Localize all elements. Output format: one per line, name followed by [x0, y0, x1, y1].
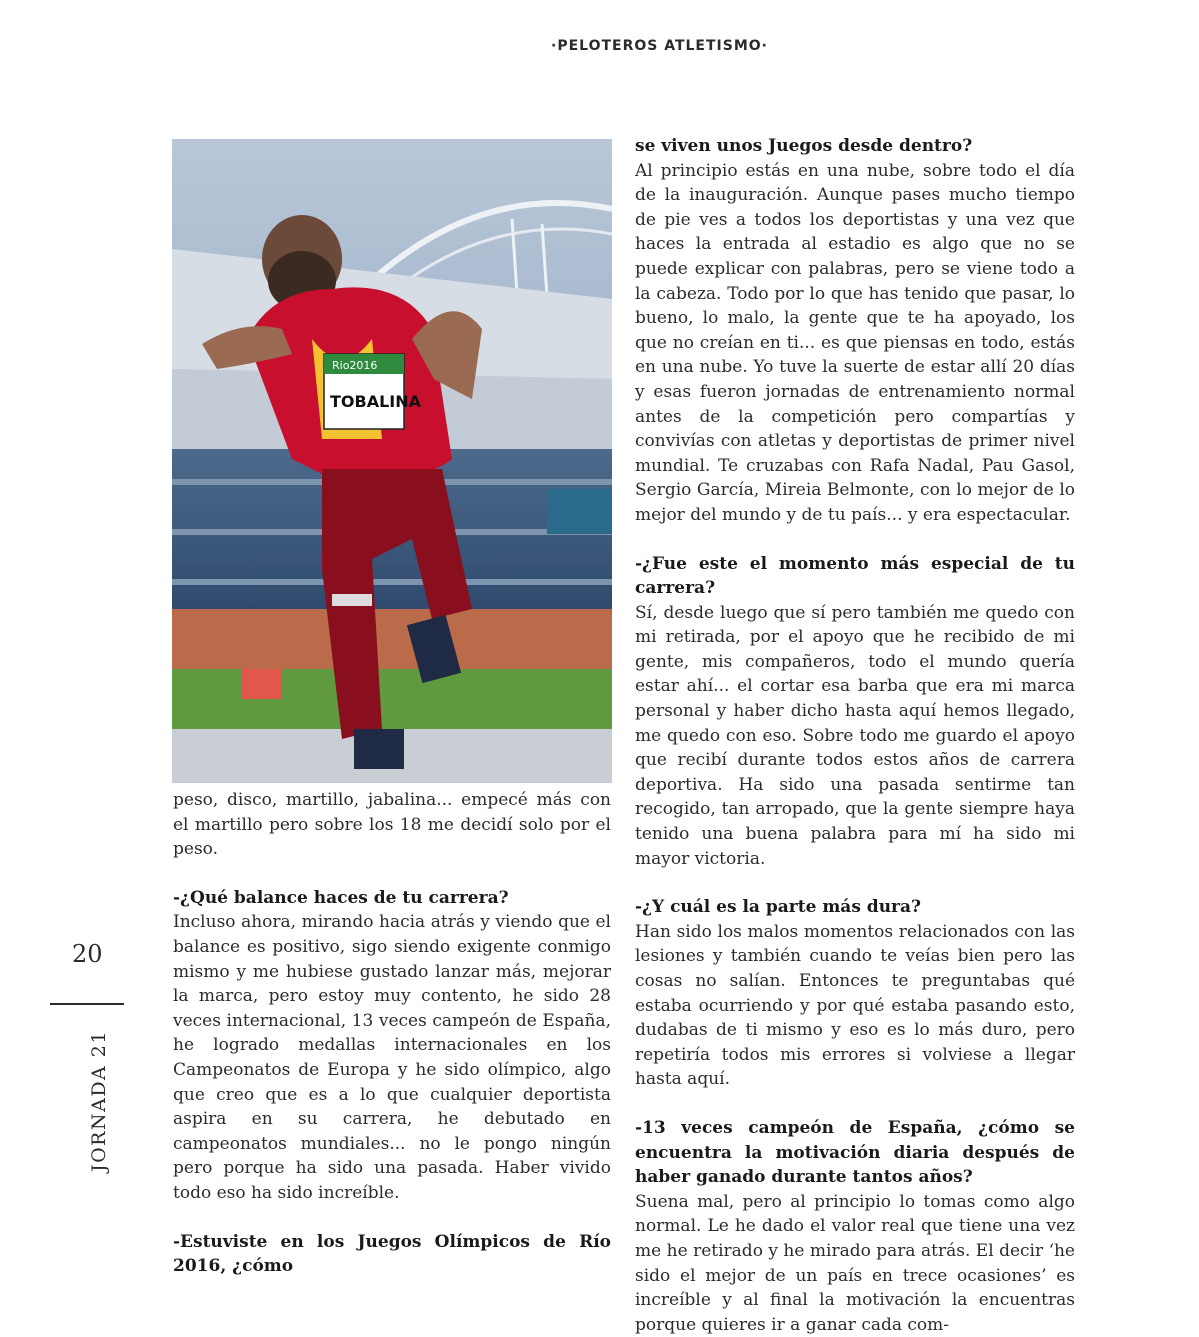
paragraph: Al principio estás en una nube, sobre todo el día de la inauguración. Aunque pases mucho tiempo de pie ves a todos los deportistas y una vez que haces la entrada al estadio es algo que no se puede explicar con palabras, pero se viene todo a la cabeza. Todo por lo que has tenido que pasar, lo bueno, lo malo, la gente que te ha apoyado, los que no creían en ti... es que piensas en todo, estás en una nube. Yo tuve la suerte de estar allí 20 días y esas fueron jornadas de entrenamiento normal antes de la competición pero compartías y convivías con atletas y deportistas de primer nivel mundial. Te cruzabas con Rafa Nadal, Pau Gasol, Sergio García, Mireia Belmonte, con lo mejor de lo mejor del mundo y de tu país... y era espectacular.: [635, 160, 1075, 525]
paragraph: Han sido los malos momentos relacionados con las lesiones y también cuando te veías bien pero las cosas no salían. Entonces te preguntabas qué estaba ocurriendo y por qué estaba pasando esto, dudabas de ti mismo y eso es lo más duro, pero repetiría todos mis errores si volviese a llegar hasta aquí.: [635, 921, 1075, 1090]
athlete-photo: [172, 139, 612, 783]
interview-question: se viven unos Juegos desde dentro?: [635, 136, 973, 156]
left-column: [173, 788, 611, 1279]
section-header: ·PELOTEROS ATLETISMO·: [551, 38, 768, 54]
paragraph: Suena mal, pero al principio lo tomas como algo normal. Le he dado el valor real que tiene una vez me he retirado y he mirado para atrás. El decir ‘he sido el mejor de un país en trece ocasiones’ es increíble y al final la motivación la encuentras porque quieres ir a ganar cada com-: [635, 1191, 1075, 1335]
issue-label: JORNADA 21: [88, 1030, 110, 1173]
right-column: [635, 134, 1075, 1337]
interview-question: -Estuviste en los Juegos Olímpicos de Río 2016, ¿cómo: [173, 1231, 611, 1277]
page-number: 20: [72, 940, 103, 968]
interview-question: -¿Fue este el momento más especial de tu carrera?: [635, 553, 1075, 599]
interview-question: -¿Y cuál es la parte más dura?: [635, 897, 921, 918]
divider: [50, 1003, 124, 1005]
paragraph: Sí, desde luego que sí pero también me quedo con mi retirada, por el apoyo que he recibido de mi gente, mis compañeros, todo el mundo quería estar ahí... el cortar esa barba que era mi marca personal y haber dicho hasta aquí hemos llegado, me quedo con eso. Sobre todo me guardo el apoyo que recibí durante todos estos años de carrera deportiva. Ha sido una pasada sentirme tan recogido, tan arropado, que la gente siempre haya tenido una buena palabra para mí ha sido mi mayor victoria.: [635, 602, 1075, 869]
paragraph: Incluso ahora, mirando hacia atrás y viendo que el balance es positivo, sigo siendo exigente conmigo mismo y me hubiese gustado lanzar más, mejorar la marca, pero estoy muy contento, he sido 28 veces internacional, 13 veces campeón de España, he logrado medallas internacionales en los Campeonatos de Europa y he sido olímpico, algo que creo que es a lo que cualquier deportista aspira en su carrera, he debutado en campeonatos mundiales... no le pongo ningún pero porque ha sido una pasada. Haber vivido todo eso ha sido increíble.: [173, 912, 611, 1203]
interview-question: -13 veces campeón de España, ¿cómo se encuentra la motivación diaria después de haber ganado durante tantos años?: [635, 1117, 1075, 1188]
interview-question: -¿Qué balance haces de tu carrera?: [173, 887, 509, 908]
paragraph: peso, disco, martillo, jabalina... empecé más con el martillo pero sobre los 18 me decidí solo por el peso.: [173, 790, 611, 860]
bib-name: TOBALINA: [330, 392, 422, 411]
bib-brand: Rio2016: [332, 359, 378, 372]
